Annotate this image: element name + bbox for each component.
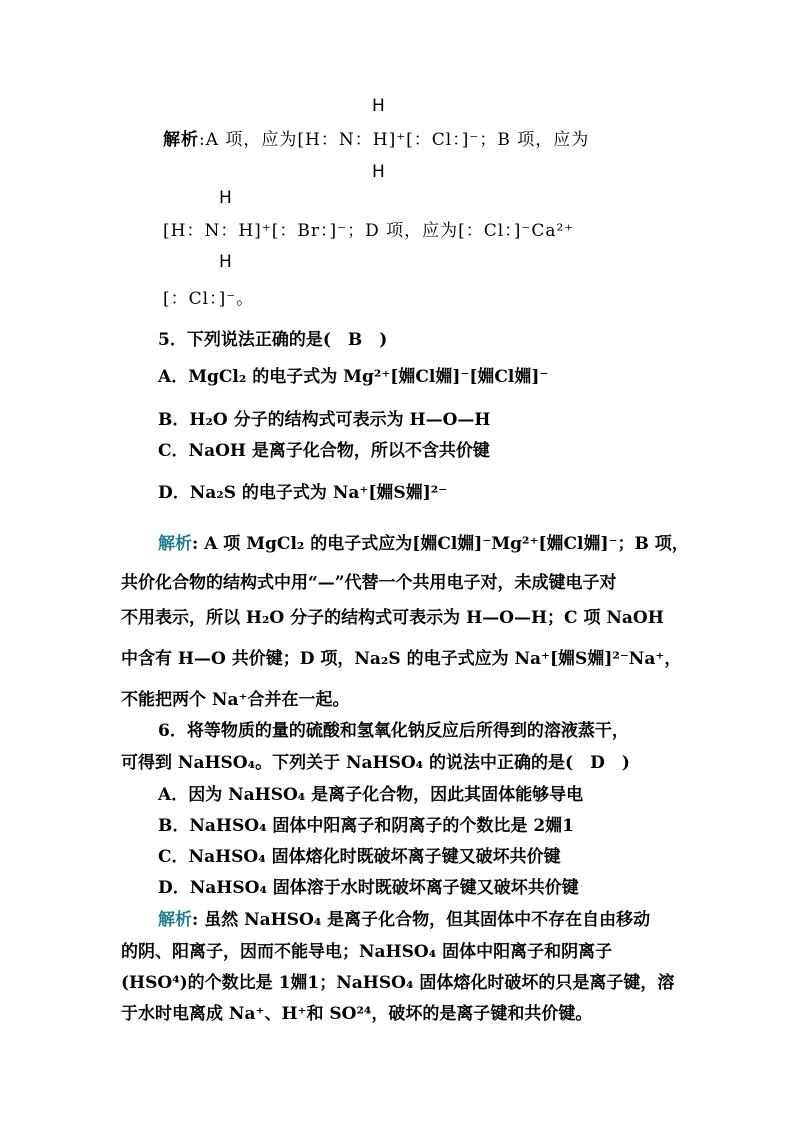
q6-option-c: C．NaHSO₄ 固体熔化时既破坏离子键又破坏共价键	[158, 847, 561, 867]
analysis-label: 解析	[158, 910, 192, 930]
analysis-4-line-3: [：Cl：]⁻。	[163, 289, 255, 309]
analysis-label: 解析	[163, 130, 199, 150]
ammonium-h-top: H	[372, 96, 385, 116]
analysis-5-line-4: 中含有 H—O 共价键；D 项，Na₂S 的电子式应为 Na⁺[婣S婣]²⁻Na⁺，	[121, 649, 682, 669]
analysis-6-line-1	[158, 909, 650, 931]
analysis-4-line-2: [H：N：H]⁺[：Br：]⁻；D 项，应为[：Cl：]⁻Ca²⁺	[163, 221, 575, 241]
analysis-label: 解析	[158, 534, 192, 554]
q5-option-d: D．Na₂S 的电子式为 Na⁺[婣S婣]²⁻	[158, 483, 448, 503]
analysis-5-line-1	[158, 533, 689, 555]
analysis-text: :A 项，应为[H：N：H]⁺[：Cl：]⁻；B 项，应为	[199, 130, 590, 150]
analysis-6-line-4: 于水时电离成 Na⁺、H⁺和 SO²⁴，破坏的是离子键和共价键。	[121, 1004, 593, 1024]
analysis-6-line-3: (HSO⁴)的个数比是 1婣1；NaHSO₄ 固体熔化时破坏的只是离子键，溶	[121, 973, 675, 993]
analysis-5-line-5: 不能把两个 Na⁺合并在一起。	[121, 690, 350, 710]
q5-option-a: A．MgCl₂ 的电子式为 Mg²⁺[婣Cl婣]⁻[婣Cl婣]⁻	[158, 367, 549, 387]
q6-option-d: D．NaHSO₄ 固体溶于水时既破坏离子键又破坏共价键	[158, 878, 579, 898]
ammonium-h-bottom-2: H	[219, 252, 232, 272]
ammonium-h-top-2: H	[219, 188, 232, 208]
analysis-5-line-2: 共价化合物的结构式中用“—”代替一个共用电子对，未成键电子对	[121, 573, 617, 593]
q5-stem: 5．下列说法正确的是( B )	[158, 330, 388, 350]
q6-stem-2: 可得到 NaHSO₄。下列关于 NaHSO₄ 的说法中正确的是( D )	[121, 753, 630, 773]
ammonium-h-bottom: H	[372, 162, 385, 182]
q5-option-b: B．H₂O 分子的结构式可表示为 H—O—H	[158, 410, 491, 430]
q6-option-b: B．NaHSO₄ 固体中阳离子和阴离子的个数比是 2婣1	[158, 816, 575, 836]
analysis-text: : 虽然 NaHSO₄ 是离子化合物，但其固体中不存在自由移动	[192, 910, 651, 930]
analysis-5-line-3: 不用表示，所以 H₂O 分子的结构式可表示为 H—O—H；C 项 NaOH	[121, 608, 664, 628]
analysis-6-line-2: 的阴、阳离子，因而不能导电；NaHSO₄ 固体中阳离子和阴离子	[121, 942, 613, 962]
q5-option-c: C．NaOH 是离子化合物，所以不含共价键	[158, 441, 490, 461]
q6-stem-1: 6．将等物质的量的硫酸和氢氧化钠反应后所得到的溶液蒸干，	[158, 721, 629, 741]
analysis-4-line-1	[163, 129, 589, 151]
analysis-text: : A 项 MgCl₂ 的电子式应为[婣Cl婣]⁻Mg²⁺[婣Cl婣]⁻；B 项，	[192, 534, 689, 554]
q6-option-a: A．因为 NaHSO₄ 是离子化合物，因此其固体能够导电	[158, 785, 584, 805]
